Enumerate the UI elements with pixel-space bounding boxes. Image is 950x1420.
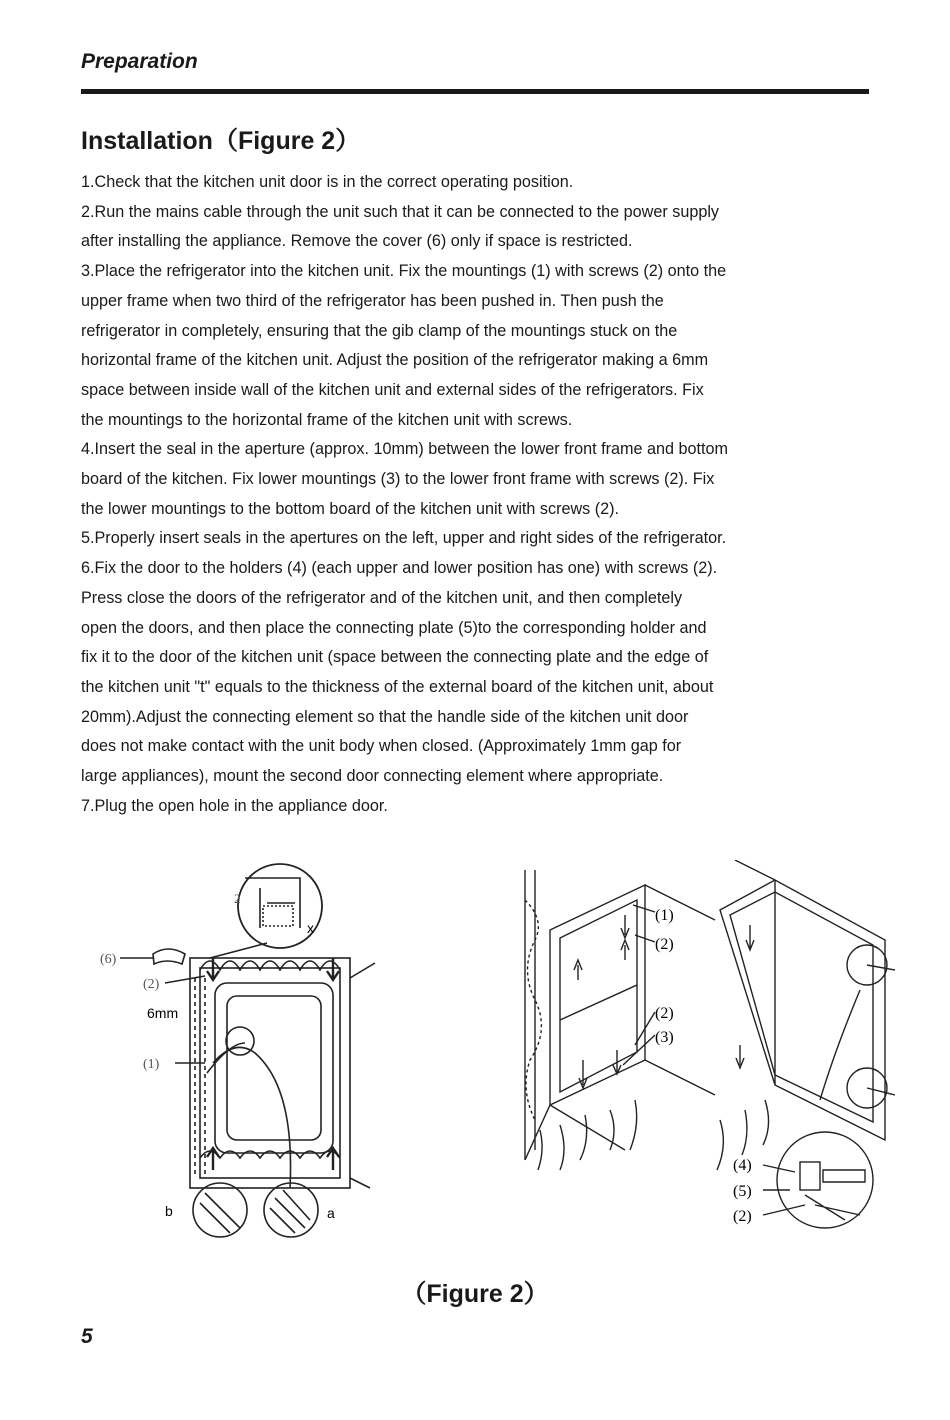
installation-diagram-front <box>95 858 380 1243</box>
label-gap: 6mm <box>147 1005 179 1021</box>
label-two-top: (2) <box>655 936 674 953</box>
instruction-step: 7.Plug the open hole in the appliance door. <box>81 796 388 815</box>
instruction-list <box>81 168 861 821</box>
label-two-bottom: (2) <box>733 1208 752 1225</box>
figure-caption: （Figure 2） <box>401 1280 549 1308</box>
instruction-step: 2.Run the mains cable through the unit such that it can be connected to the power supply after installing the appliance. Remove the cover (6) only if space is restricted. <box>81 202 720 251</box>
label-three: (3) <box>655 1029 674 1046</box>
label-x: x <box>307 920 314 936</box>
instruction-step: 1.Check that the kitchen unit door is in the correct operating position. <box>81 173 574 191</box>
label-b: b <box>165 1203 173 1219</box>
section-label: Preparation <box>81 50 198 73</box>
instruction-step: 6.Fix the door to the holders (4) (each upper and lower position has one) with screws (2). Press close the doors of the refrigerator and of the kitchen unit, and then completely open the doors, and then place the connecting plate (5)to the corresponding holder and fix it to the door of the kitchen unit (space between the connecting plate and the edge of the kitchen unit "t" equals to the thickness of the external board of the kitchen unit, about 20mm).Adjust the connecting element so that the handle side of the kitchen unit door does not make contact with the unit body when closed. (Approximately 1mm gap for large appliances), mount the second door connecting element where appropriate. <box>81 559 718 786</box>
label-a: a <box>327 1205 335 1221</box>
instruction-step: 3.Place the refrigerator into the kitchen unit. Fix the mountings (1) with screws (2) onto the upper frame when two third of the refrigerator has been pushed in. Then push the refrigerator in completely, ensuring that the gib clamp of the mountings stuck on the horizontal frame of the kitchen unit. Adjust the position of the refrigerator making a 6mm space between inside wall of the kitchen unit and external sides of the refrigerators. Fix the mountings to the horizontal frame of the kitchen unit with screws. <box>81 262 727 429</box>
label-five: (5) <box>733 1183 752 1200</box>
page-number: 5 <box>81 1325 93 1348</box>
label-one: (1) <box>143 1057 160 1072</box>
label-one: (1) <box>655 907 674 924</box>
header-rule <box>81 89 869 94</box>
label-two-mid: (2) <box>655 1005 674 1022</box>
installation-diagram-perspective <box>505 860 900 1240</box>
label-six: (6) <box>100 952 117 967</box>
instruction-step: 4.Insert the seal in the aperture (approx. 10mm) between the lower front frame and bottom board of the kitchen. Fix lower mountings (3) to the lower front frame with screws (2). Fix the lower mountings to the bottom board of the kitchen unit with screws (2). <box>81 440 728 518</box>
label-detail-two: 2 <box>234 891 241 906</box>
label-four: (4) <box>733 1157 752 1174</box>
instruction-step: 5.Properly insert seals in the apertures on the left, upper and right sides of the refrigerator. <box>81 529 727 548</box>
page-title: Installation（Figure 2） <box>81 127 361 155</box>
label-two: (2) <box>143 977 160 992</box>
